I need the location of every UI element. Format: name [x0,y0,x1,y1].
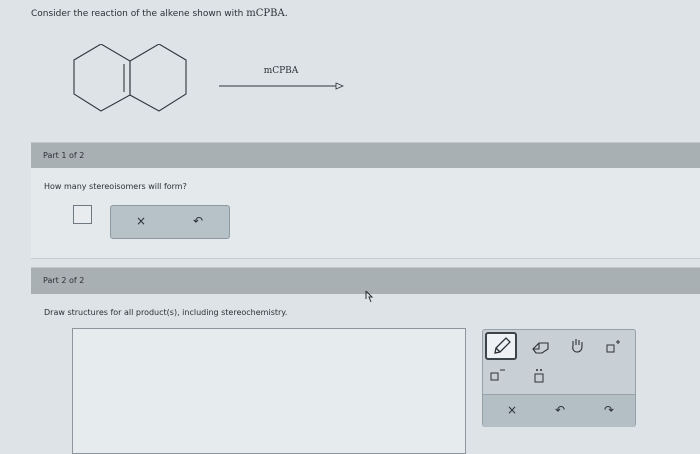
pencil-icon [487,334,515,358]
arrow-icon [218,80,344,92]
part1-header [31,142,700,169]
add-charge-icon[interactable] [605,339,623,355]
undo-button[interactable]: ↶ [193,214,204,228]
redo-drawing-button[interactable]: ↷ [604,403,615,417]
alkene-structure [72,44,188,112]
part1-prompt: How many stereoisomers will form? [44,182,187,191]
clear-button[interactable]: × [136,214,147,228]
right-ring [130,44,186,111]
eraser-icon[interactable] [531,340,551,354]
arrow-reagent-label: mCPBA [263,66,299,76]
hand-icon[interactable] [569,337,585,354]
undo-drawing-button[interactable]: ↶ [555,403,566,417]
question-reagent: mCPBA. [246,8,288,19]
clear-drawing-button[interactable]: × [507,403,518,417]
toolbox-footer [483,394,635,427]
negative-charge-icon[interactable] [488,368,508,382]
part1-header-label: Part 1 of 2 [43,151,85,160]
part2-header-label: Part 2 of 2 [43,276,85,285]
question-text-main: Consider the reaction of the alkene shown with [31,9,247,19]
part1-controls [110,205,230,239]
left-ring [74,44,130,111]
pencil-tool-button[interactable] [485,332,517,360]
stereoisomer-count-input[interactable] [73,205,92,224]
lone-pair-icon[interactable] [533,368,545,384]
part2-prompt: Draw structures for all product(s), including stereochemistry. [44,308,288,317]
reaction-arrow [218,66,344,96]
drawing-toolbox [482,329,636,427]
mouse-cursor-icon [364,290,374,304]
question-text [31,8,288,19]
drawing-canvas[interactable] [72,328,466,454]
